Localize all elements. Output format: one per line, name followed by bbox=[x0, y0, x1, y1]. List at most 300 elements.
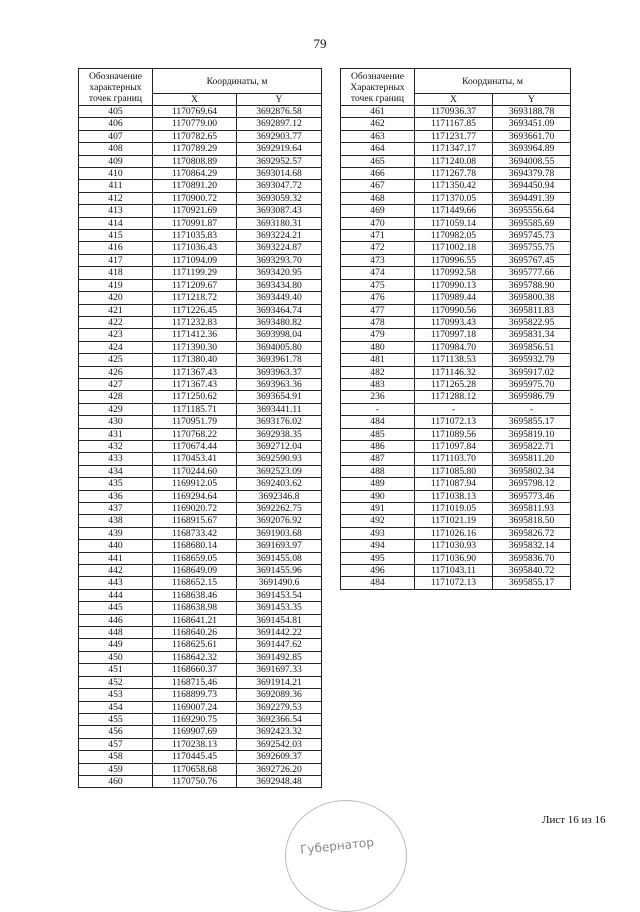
y-coordinate-cell: 3695802.34 bbox=[493, 465, 571, 477]
x-coordinate-cell: 1170769.64 bbox=[153, 106, 237, 118]
x-coordinate-cell: 1171094.09 bbox=[153, 254, 237, 266]
table-row bbox=[341, 391, 571, 403]
x-coordinate-cell: 1171002.18 bbox=[415, 242, 493, 254]
y-coordinate-cell: 3692523.09 bbox=[237, 465, 322, 477]
table-row bbox=[79, 118, 322, 130]
point-id-cell: 408 bbox=[79, 143, 153, 155]
table-row bbox=[79, 701, 322, 713]
point-id-cell: 494 bbox=[341, 540, 415, 552]
x-coordinate-cell: 1170808.89 bbox=[153, 155, 237, 167]
point-id-cell: 429 bbox=[79, 403, 153, 415]
y-coordinate-cell: 3695777.66 bbox=[493, 267, 571, 279]
x-coordinate-cell: 1170900.72 bbox=[153, 192, 237, 204]
table-row bbox=[79, 230, 322, 242]
x-coordinate-cell: 1171072.13 bbox=[415, 577, 493, 589]
x-coordinate-cell: 1169907.69 bbox=[153, 726, 237, 738]
y-coordinate-cell: 3692590.93 bbox=[237, 453, 322, 465]
table-row bbox=[79, 341, 322, 353]
point-id-cell: 426 bbox=[79, 366, 153, 378]
x-coordinate-cell: 1171250.62 bbox=[153, 391, 237, 403]
point-id-cell: 480 bbox=[341, 341, 415, 353]
point-id-cell: 478 bbox=[341, 316, 415, 328]
table-row bbox=[79, 651, 322, 663]
y-coordinate-cell: 3695975.70 bbox=[493, 378, 571, 390]
point-id-cell: 479 bbox=[341, 329, 415, 341]
y-coordinate-cell: 3693964.89 bbox=[493, 143, 571, 155]
point-id-cell: 437 bbox=[79, 503, 153, 515]
y-coordinate-cell: 3694379.78 bbox=[493, 168, 571, 180]
y-coordinate-cell: 3695986.79 bbox=[493, 391, 571, 403]
table-row bbox=[341, 205, 571, 217]
y-coordinate-cell: 3695773.46 bbox=[493, 490, 571, 502]
coordinates-table-right bbox=[340, 68, 571, 590]
table-row bbox=[79, 527, 322, 539]
table-row bbox=[79, 155, 322, 167]
table-row bbox=[79, 242, 322, 254]
y-coordinate-cell: 3692609.37 bbox=[237, 751, 322, 763]
point-id-cell: 496 bbox=[341, 565, 415, 577]
point-id-cell: 441 bbox=[79, 552, 153, 564]
point-id-cell: 490 bbox=[341, 490, 415, 502]
y-coordinate-cell: 3695556.64 bbox=[493, 205, 571, 217]
table-row bbox=[79, 217, 322, 229]
point-id-cell: 466 bbox=[341, 168, 415, 180]
table-row bbox=[79, 453, 322, 465]
y-coordinate-cell: 3692726.20 bbox=[237, 763, 322, 775]
table-row bbox=[79, 478, 322, 490]
point-id-cell: 432 bbox=[79, 440, 153, 452]
header-coordinates: Координаты, м bbox=[153, 69, 322, 94]
point-id-cell: 472 bbox=[341, 242, 415, 254]
point-id-cell: 476 bbox=[341, 292, 415, 304]
table-row bbox=[79, 354, 322, 366]
y-coordinate-cell: 3695836.70 bbox=[493, 552, 571, 564]
y-coordinate-cell: 3693047.72 bbox=[237, 180, 322, 192]
x-coordinate-cell: 1171072.13 bbox=[415, 416, 493, 428]
x-coordinate-cell: 1171036.90 bbox=[415, 552, 493, 564]
table-row bbox=[341, 366, 571, 378]
point-id-cell: 433 bbox=[79, 453, 153, 465]
table-row bbox=[341, 130, 571, 142]
table-row bbox=[341, 143, 571, 155]
table-row bbox=[79, 254, 322, 266]
y-coordinate-cell: 3693441.11 bbox=[237, 403, 322, 415]
point-id-cell: 475 bbox=[341, 279, 415, 291]
point-id-cell: 415 bbox=[79, 230, 153, 242]
point-id-cell: 411 bbox=[79, 180, 153, 192]
x-coordinate-cell: 1171038.13 bbox=[415, 490, 493, 502]
y-coordinate-cell: 3695798.12 bbox=[493, 478, 571, 490]
point-id-cell: 464 bbox=[341, 143, 415, 155]
x-coordinate-cell: 1171030.93 bbox=[415, 540, 493, 552]
point-id-cell: 469 bbox=[341, 205, 415, 217]
y-coordinate-cell: 3694008.55 bbox=[493, 155, 571, 167]
table-row bbox=[341, 217, 571, 229]
point-id-cell: 462 bbox=[341, 118, 415, 130]
header-point-right: Обозначение Характерных точек границ bbox=[341, 69, 415, 106]
point-id-cell: 418 bbox=[79, 267, 153, 279]
y-coordinate-cell: 3693420.95 bbox=[237, 267, 322, 279]
table-row bbox=[79, 168, 322, 180]
point-id-cell: 450 bbox=[79, 651, 153, 663]
y-coordinate-cell: 3694491.39 bbox=[493, 192, 571, 204]
y-coordinate-cell: 3695855.17 bbox=[493, 577, 571, 589]
point-id-cell: 489 bbox=[341, 478, 415, 490]
x-coordinate-cell: 1171146.32 bbox=[415, 366, 493, 378]
y-coordinate-cell: 3692938.35 bbox=[237, 428, 322, 440]
point-id-cell: 439 bbox=[79, 527, 153, 539]
table-row bbox=[341, 267, 571, 279]
x-coordinate-cell: 1171097.84 bbox=[415, 440, 493, 452]
y-coordinate-cell: 3693293.70 bbox=[237, 254, 322, 266]
point-id-cell: 495 bbox=[341, 552, 415, 564]
y-coordinate-cell: 3693963.37 bbox=[237, 366, 322, 378]
point-id-cell: 443 bbox=[79, 577, 153, 589]
x-coordinate-cell: 1168915.67 bbox=[153, 515, 237, 527]
x-coordinate-cell: 1170789.29 bbox=[153, 143, 237, 155]
x-coordinate-cell: 1171370.05 bbox=[415, 192, 493, 204]
table-row bbox=[341, 279, 571, 291]
y-coordinate-cell: 3691447.62 bbox=[237, 639, 322, 651]
x-coordinate-cell: 1169020.72 bbox=[153, 503, 237, 515]
point-id-cell: 470 bbox=[341, 217, 415, 229]
y-coordinate-cell: 3691903.68 bbox=[237, 527, 322, 539]
y-coordinate-cell: 3692897.12 bbox=[237, 118, 322, 130]
x-coordinate-cell: 1168733.42 bbox=[153, 527, 237, 539]
x-coordinate-cell: 1170990.56 bbox=[415, 304, 493, 316]
table-row bbox=[341, 242, 571, 254]
y-coordinate-cell: 3692542.03 bbox=[237, 738, 322, 750]
y-coordinate-cell: 3693963.36 bbox=[237, 378, 322, 390]
table-row bbox=[79, 391, 322, 403]
point-id-cell: 481 bbox=[341, 354, 415, 366]
y-coordinate-cell: 3695840.72 bbox=[493, 565, 571, 577]
point-id-cell: 416 bbox=[79, 242, 153, 254]
point-id-cell: 491 bbox=[341, 503, 415, 515]
y-coordinate-cell: 3695831.34 bbox=[493, 329, 571, 341]
table-row bbox=[341, 230, 571, 242]
header-y: Y bbox=[237, 94, 322, 106]
y-coordinate-cell: 3691455.08 bbox=[237, 552, 322, 564]
y-coordinate-cell: 3692346.8 bbox=[237, 490, 322, 502]
point-id-cell: 446 bbox=[79, 614, 153, 626]
x-coordinate-cell: 1170936.37 bbox=[415, 106, 493, 118]
table-row bbox=[341, 552, 571, 564]
table-row bbox=[79, 180, 322, 192]
table-row bbox=[341, 577, 571, 589]
point-id-cell: 425 bbox=[79, 354, 153, 366]
table-row bbox=[79, 639, 322, 651]
y-coordinate-cell: 3695755.75 bbox=[493, 242, 571, 254]
table-row bbox=[341, 155, 571, 167]
y-coordinate-cell: 3693654.91 bbox=[237, 391, 322, 403]
table-row bbox=[79, 689, 322, 701]
y-coordinate-cell: 3695767.45 bbox=[493, 254, 571, 266]
y-coordinate-cell: 3692076.92 bbox=[237, 515, 322, 527]
y-coordinate-cell: 3695818.50 bbox=[493, 515, 571, 527]
point-id-cell: 448 bbox=[79, 627, 153, 639]
point-id-cell: 413 bbox=[79, 205, 153, 217]
x-coordinate-cell: 1170453.41 bbox=[153, 453, 237, 465]
x-coordinate-cell: 1168652.15 bbox=[153, 577, 237, 589]
x-coordinate-cell: 1171390.30 bbox=[153, 341, 237, 353]
y-coordinate-cell: 3691442.22 bbox=[237, 627, 322, 639]
y-coordinate-cell: 3692948.48 bbox=[237, 775, 322, 787]
x-coordinate-cell: 1170984.70 bbox=[415, 341, 493, 353]
y-coordinate-cell: 3693998.04 bbox=[237, 329, 322, 341]
sheet-label: Лист 16 из 16 bbox=[542, 814, 606, 826]
x-coordinate-cell: 1171138.53 bbox=[415, 354, 493, 366]
point-id-cell: 492 bbox=[341, 515, 415, 527]
x-coordinate-cell: 1170445.45 bbox=[153, 751, 237, 763]
x-coordinate-cell: 1168642.32 bbox=[153, 651, 237, 663]
y-coordinate-cell: 3693059.32 bbox=[237, 192, 322, 204]
y-coordinate-cell: 3695811.20 bbox=[493, 453, 571, 465]
x-coordinate-cell: 1171265.28 bbox=[415, 378, 493, 390]
x-coordinate-cell: 1171218.72 bbox=[153, 292, 237, 304]
point-id-cell: 484 bbox=[341, 416, 415, 428]
x-coordinate-cell: 1171347.17 bbox=[415, 143, 493, 155]
x-coordinate-cell: 1171367.43 bbox=[153, 366, 237, 378]
x-coordinate-cell: 1170750.76 bbox=[153, 775, 237, 787]
table-row bbox=[79, 329, 322, 341]
table-row bbox=[79, 143, 322, 155]
x-coordinate-cell: 1171380.40 bbox=[153, 354, 237, 366]
point-id-cell: 407 bbox=[79, 130, 153, 142]
y-coordinate-cell: 3695832.14 bbox=[493, 540, 571, 552]
y-coordinate-cell: 3695917.02 bbox=[493, 366, 571, 378]
point-id-cell: - bbox=[341, 403, 415, 415]
table-row bbox=[79, 279, 322, 291]
table-row bbox=[341, 254, 571, 266]
table-row bbox=[79, 292, 322, 304]
point-id-cell: 442 bbox=[79, 565, 153, 577]
header-x-right: X bbox=[415, 94, 493, 106]
y-coordinate-cell: 3695811.83 bbox=[493, 304, 571, 316]
point-id-cell: 486 bbox=[341, 440, 415, 452]
table-row bbox=[341, 329, 571, 341]
y-coordinate-cell: 3695932.79 bbox=[493, 354, 571, 366]
y-coordinate-cell: 3693961.78 bbox=[237, 354, 322, 366]
y-coordinate-cell: 3693180.31 bbox=[237, 217, 322, 229]
point-id-cell: 482 bbox=[341, 366, 415, 378]
x-coordinate-cell: 1171199.29 bbox=[153, 267, 237, 279]
point-id-cell: 436 bbox=[79, 490, 153, 502]
table-row bbox=[79, 416, 322, 428]
x-coordinate-cell: 1170997.18 bbox=[415, 329, 493, 341]
y-coordinate-cell: 3695745.73 bbox=[493, 230, 571, 242]
point-id-cell: 444 bbox=[79, 589, 153, 601]
table-row bbox=[79, 726, 322, 738]
x-coordinate-cell: 1171021.19 bbox=[415, 515, 493, 527]
x-coordinate-cell: 1171350.42 bbox=[415, 180, 493, 192]
table-row bbox=[341, 168, 571, 180]
table-row bbox=[341, 465, 571, 477]
point-id-cell: 455 bbox=[79, 713, 153, 725]
table-row bbox=[341, 304, 571, 316]
x-coordinate-cell: 1168899.73 bbox=[153, 689, 237, 701]
y-coordinate-cell: 3693449.40 bbox=[237, 292, 322, 304]
point-id-cell: 461 bbox=[341, 106, 415, 118]
point-id-cell: 467 bbox=[341, 180, 415, 192]
y-coordinate-cell: 3695855.17 bbox=[493, 416, 571, 428]
y-coordinate-cell: 3693176.02 bbox=[237, 416, 322, 428]
table-row bbox=[79, 676, 322, 688]
point-id-cell: 430 bbox=[79, 416, 153, 428]
table-row bbox=[79, 515, 322, 527]
table-row bbox=[79, 589, 322, 601]
point-id-cell: 435 bbox=[79, 478, 153, 490]
point-id-cell: 484 bbox=[341, 577, 415, 589]
point-id-cell: 456 bbox=[79, 726, 153, 738]
table-row bbox=[341, 180, 571, 192]
table-row bbox=[79, 440, 322, 452]
table-row bbox=[79, 565, 322, 577]
governor-stamp bbox=[285, 800, 407, 912]
point-id-cell: 420 bbox=[79, 292, 153, 304]
y-coordinate-cell: 3692366.54 bbox=[237, 713, 322, 725]
y-coordinate-cell: 3692952.57 bbox=[237, 155, 322, 167]
point-id-cell: 424 bbox=[79, 341, 153, 353]
y-coordinate-cell: 3695585.69 bbox=[493, 217, 571, 229]
x-coordinate-cell: 1168715.46 bbox=[153, 676, 237, 688]
table-row bbox=[79, 378, 322, 390]
x-coordinate-cell: 1171267.78 bbox=[415, 168, 493, 180]
y-coordinate-cell: 3695822.95 bbox=[493, 316, 571, 328]
y-coordinate-cell: 3693434.80 bbox=[237, 279, 322, 291]
table-row bbox=[341, 118, 571, 130]
table-row bbox=[341, 416, 571, 428]
x-coordinate-cell: 1171232.83 bbox=[153, 316, 237, 328]
table-row bbox=[79, 267, 322, 279]
point-id-cell: 460 bbox=[79, 775, 153, 787]
table-row bbox=[341, 428, 571, 440]
y-coordinate-cell: 3695819.10 bbox=[493, 428, 571, 440]
point-id-cell: 453 bbox=[79, 689, 153, 701]
table-row bbox=[79, 602, 322, 614]
x-coordinate-cell: 1170674.44 bbox=[153, 440, 237, 452]
point-id-cell: 493 bbox=[341, 527, 415, 539]
table-row bbox=[79, 552, 322, 564]
point-id-cell: 419 bbox=[79, 279, 153, 291]
point-id-cell: 445 bbox=[79, 602, 153, 614]
y-coordinate-cell: 3695826.72 bbox=[493, 527, 571, 539]
y-coordinate-cell: 3692919.64 bbox=[237, 143, 322, 155]
x-coordinate-cell: 1171089.56 bbox=[415, 428, 493, 440]
point-id-cell: 451 bbox=[79, 664, 153, 676]
x-coordinate-cell: 1169294.64 bbox=[153, 490, 237, 502]
point-id-cell: 438 bbox=[79, 515, 153, 527]
point-id-cell: 465 bbox=[341, 155, 415, 167]
x-coordinate-cell: 1171103.70 bbox=[415, 453, 493, 465]
point-id-cell: 414 bbox=[79, 217, 153, 229]
point-id-cell: 421 bbox=[79, 304, 153, 316]
table-row bbox=[79, 366, 322, 378]
table-row bbox=[79, 738, 322, 750]
table-row bbox=[341, 478, 571, 490]
point-id-cell: 477 bbox=[341, 304, 415, 316]
table-row bbox=[341, 527, 571, 539]
y-coordinate-cell: 3691914.21 bbox=[237, 676, 322, 688]
point-id-cell: 423 bbox=[79, 329, 153, 341]
point-id-cell: 405 bbox=[79, 106, 153, 118]
header-point: Обозначение характерных точек границ bbox=[79, 69, 153, 106]
y-coordinate-cell: 3691492.85 bbox=[237, 651, 322, 663]
header-y-right: Y bbox=[493, 94, 571, 106]
y-coordinate-cell: 3692712.04 bbox=[237, 440, 322, 452]
y-coordinate-cell: - bbox=[493, 403, 571, 415]
coordinates-table-left bbox=[78, 68, 322, 788]
y-coordinate-cell: 3693661.70 bbox=[493, 130, 571, 142]
x-coordinate-cell: 1171167.85 bbox=[415, 118, 493, 130]
y-coordinate-cell: 3693451.09 bbox=[493, 118, 571, 130]
x-coordinate-cell: 1171367.43 bbox=[153, 378, 237, 390]
table-row bbox=[341, 341, 571, 353]
header-coordinates-right: Координаты, м bbox=[415, 69, 571, 94]
x-coordinate-cell: 1171288.12 bbox=[415, 391, 493, 403]
y-coordinate-cell: 3694450.94 bbox=[493, 180, 571, 192]
x-coordinate-cell: 1171209.67 bbox=[153, 279, 237, 291]
y-coordinate-cell: 3695788.90 bbox=[493, 279, 571, 291]
x-coordinate-cell: 1168625.61 bbox=[153, 639, 237, 651]
table-row bbox=[79, 403, 322, 415]
x-coordinate-cell: 1170989.44 bbox=[415, 292, 493, 304]
x-coordinate-cell: 1170768.22 bbox=[153, 428, 237, 440]
table-row bbox=[341, 292, 571, 304]
x-coordinate-cell: 1170991.87 bbox=[153, 217, 237, 229]
x-coordinate-cell: 1170782.65 bbox=[153, 130, 237, 142]
x-coordinate-cell: 1170238.13 bbox=[153, 738, 237, 750]
x-coordinate-cell: 1171036.43 bbox=[153, 242, 237, 254]
y-coordinate-cell: 3691490.6 bbox=[237, 577, 322, 589]
point-id-cell: 412 bbox=[79, 192, 153, 204]
point-id-cell: 452 bbox=[79, 676, 153, 688]
point-id-cell: 427 bbox=[79, 378, 153, 390]
x-coordinate-cell: 1168640.26 bbox=[153, 627, 237, 639]
y-coordinate-cell: 3695811.93 bbox=[493, 503, 571, 515]
table-row bbox=[341, 192, 571, 204]
table-row bbox=[79, 664, 322, 676]
table-row bbox=[79, 192, 322, 204]
point-id-cell: 422 bbox=[79, 316, 153, 328]
y-coordinate-cell: 3691454.81 bbox=[237, 614, 322, 626]
x-coordinate-cell: 1170992.58 bbox=[415, 267, 493, 279]
y-coordinate-cell: 3692279.53 bbox=[237, 701, 322, 713]
x-coordinate-cell: 1168659.05 bbox=[153, 552, 237, 564]
table-row bbox=[341, 316, 571, 328]
table-row bbox=[79, 627, 322, 639]
header-x: X bbox=[153, 94, 237, 106]
x-coordinate-cell: 1168660.37 bbox=[153, 664, 237, 676]
table-row bbox=[79, 503, 322, 515]
y-coordinate-cell: 3691453.35 bbox=[237, 602, 322, 614]
point-id-cell: 488 bbox=[341, 465, 415, 477]
point-id-cell: 471 bbox=[341, 230, 415, 242]
x-coordinate-cell: 1168638.98 bbox=[153, 602, 237, 614]
y-coordinate-cell: 3693087.43 bbox=[237, 205, 322, 217]
x-coordinate-cell: 1170779.00 bbox=[153, 118, 237, 130]
left-table-body bbox=[79, 106, 322, 788]
point-id-cell: 459 bbox=[79, 763, 153, 775]
point-id-cell: 428 bbox=[79, 391, 153, 403]
table-row bbox=[341, 440, 571, 452]
point-id-cell: 236 bbox=[341, 391, 415, 403]
x-coordinate-cell: 1171185.71 bbox=[153, 403, 237, 415]
y-coordinate-cell: 3694005.80 bbox=[237, 341, 322, 353]
x-coordinate-cell: 1171043.11 bbox=[415, 565, 493, 577]
y-coordinate-cell: 3695856.51 bbox=[493, 341, 571, 353]
table-row bbox=[79, 428, 322, 440]
